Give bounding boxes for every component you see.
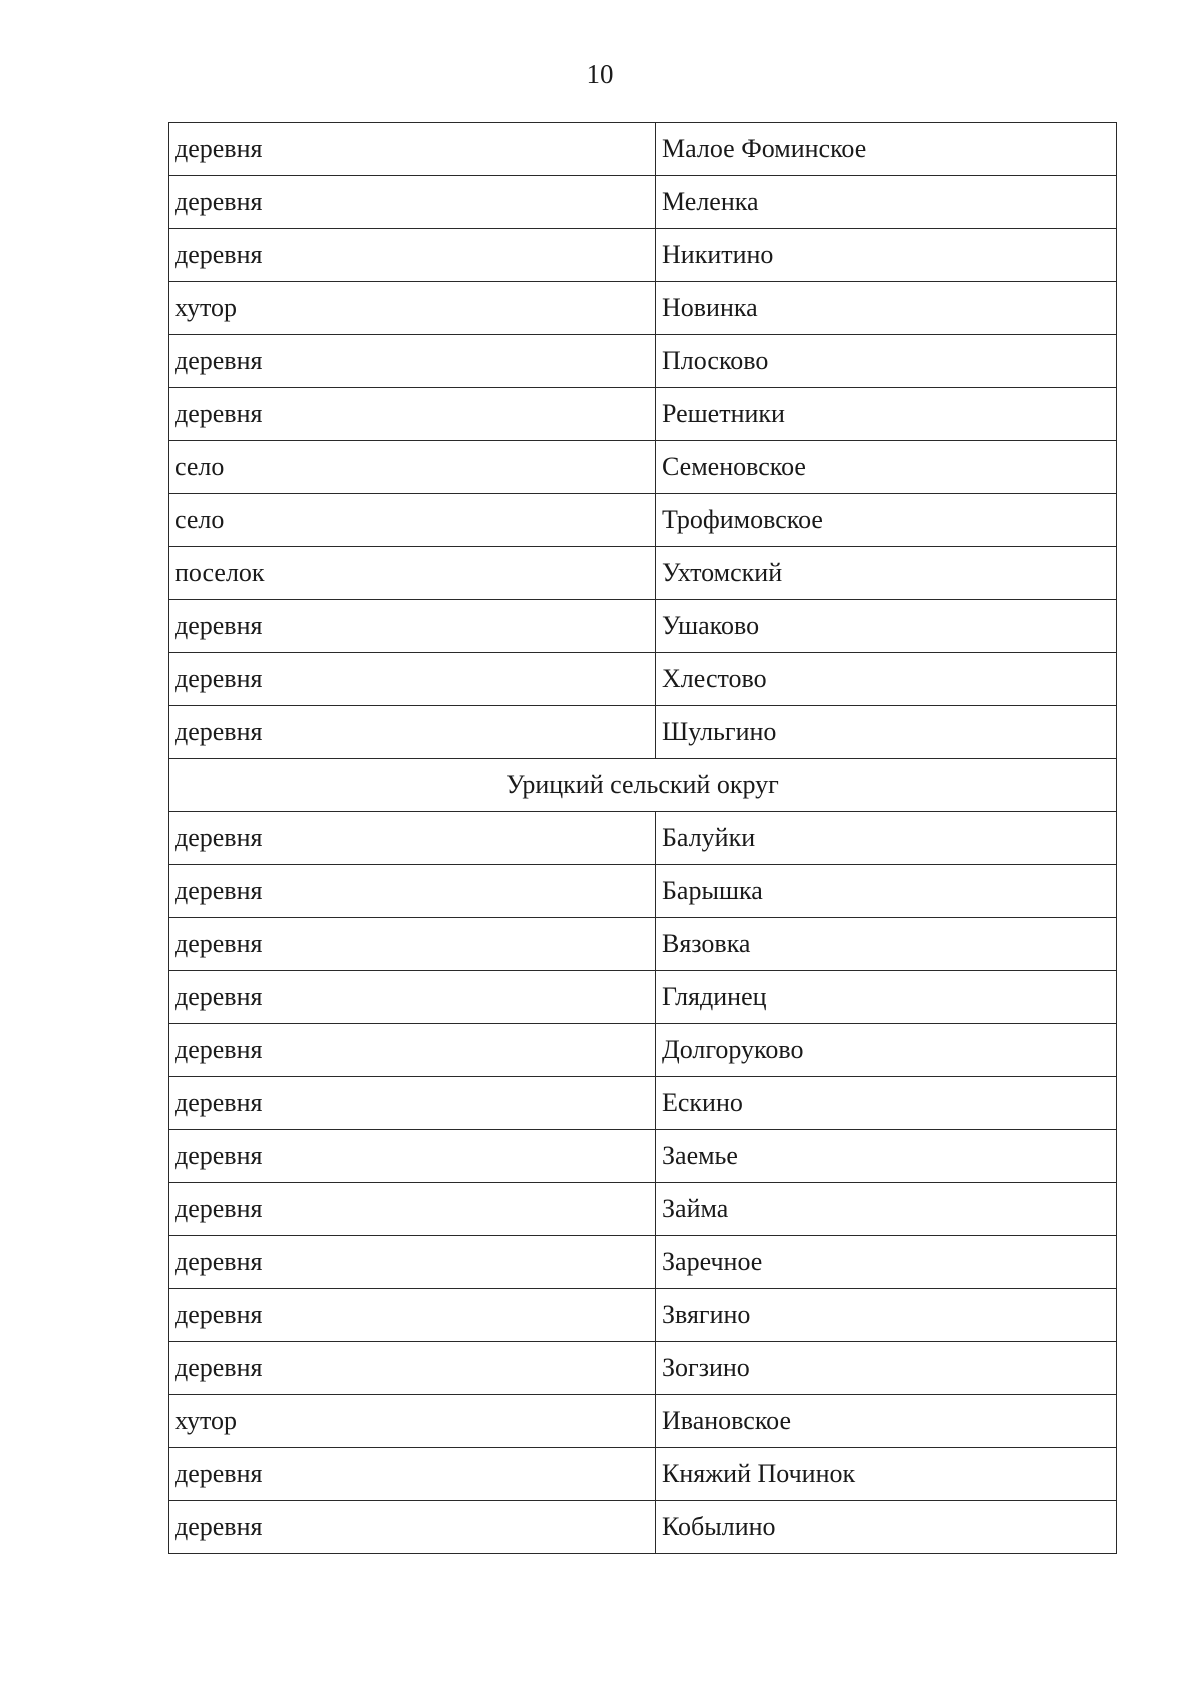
settlement-type-cell: деревня xyxy=(169,918,656,971)
settlement-type-cell: деревня xyxy=(169,1342,656,1395)
settlement-name-cell: Трофимовское xyxy=(656,494,1117,547)
settlement-name-cell: Барышка xyxy=(656,865,1117,918)
settlement-type-cell: деревня xyxy=(169,123,656,176)
settlement-name-cell: Ушаково xyxy=(656,600,1117,653)
table-row xyxy=(169,1289,1117,1342)
table-row xyxy=(169,971,1117,1024)
settlement-type-cell: хутор xyxy=(169,1395,656,1448)
table-row xyxy=(169,123,1117,176)
section-header-row xyxy=(169,759,1117,812)
settlement-name-cell: Малое Фоминское xyxy=(656,123,1117,176)
settlement-type-cell: деревня xyxy=(169,335,656,388)
settlements-table xyxy=(168,122,1117,1554)
settlement-type-cell: деревня xyxy=(169,865,656,918)
table-row xyxy=(169,1501,1117,1554)
table-row xyxy=(169,1448,1117,1501)
table-row xyxy=(169,388,1117,441)
table-row xyxy=(169,812,1117,865)
table-row xyxy=(169,865,1117,918)
table-row xyxy=(169,1342,1117,1395)
settlement-type-cell: деревня xyxy=(169,653,656,706)
settlement-name-cell: Заемье xyxy=(656,1130,1117,1183)
table-row xyxy=(169,918,1117,971)
settlement-name-cell: Плосково xyxy=(656,335,1117,388)
settlement-type-cell: деревня xyxy=(169,971,656,1024)
settlement-type-cell: деревня xyxy=(169,1130,656,1183)
settlement-type-cell: деревня xyxy=(169,229,656,282)
settlement-name-cell: Шульгино xyxy=(656,706,1117,759)
table-row xyxy=(169,335,1117,388)
settlement-type-cell: хутор xyxy=(169,282,656,335)
settlement-type-cell: деревня xyxy=(169,176,656,229)
table-row xyxy=(169,229,1117,282)
table-row xyxy=(169,1077,1117,1130)
settlement-name-cell: Зогзино xyxy=(656,1342,1117,1395)
table-row xyxy=(169,282,1117,335)
settlement-name-cell: Займа xyxy=(656,1183,1117,1236)
section-title: Урицкий сельский округ xyxy=(169,759,1117,812)
settlement-name-cell: Ивановское xyxy=(656,1395,1117,1448)
table-row xyxy=(169,653,1117,706)
settlement-type-cell: деревня xyxy=(169,600,656,653)
settlement-type-cell: деревня xyxy=(169,706,656,759)
settlement-name-cell: Решетники xyxy=(656,388,1117,441)
settlement-type-cell: деревня xyxy=(169,388,656,441)
settlement-name-cell: Кобылино xyxy=(656,1501,1117,1554)
table-row xyxy=(169,494,1117,547)
settlement-type-cell: деревня xyxy=(169,1024,656,1077)
table-row xyxy=(169,176,1117,229)
page-number: 10 xyxy=(586,59,614,89)
table-row xyxy=(169,600,1117,653)
settlement-type-cell: деревня xyxy=(169,1077,656,1130)
table-row xyxy=(169,1395,1117,1448)
settlement-type-cell: деревня xyxy=(169,1501,656,1554)
settlement-type-cell: деревня xyxy=(169,1289,656,1342)
settlement-name-cell: Никитино xyxy=(656,229,1117,282)
settlement-name-cell: Звягино xyxy=(656,1289,1117,1342)
settlement-name-cell: Долгоруково xyxy=(656,1024,1117,1077)
table-row xyxy=(169,441,1117,494)
settlement-name-cell: Семеновское xyxy=(656,441,1117,494)
settlement-name-cell: Меленка xyxy=(656,176,1117,229)
table-row xyxy=(169,1183,1117,1236)
settlement-type-cell: деревня xyxy=(169,1448,656,1501)
table-row xyxy=(169,706,1117,759)
settlement-name-cell: Новинка xyxy=(656,282,1117,335)
settlement-name-cell: Хлестово xyxy=(656,653,1117,706)
table-body xyxy=(169,123,1117,1554)
settlement-type-cell: поселок xyxy=(169,547,656,600)
table-row xyxy=(169,547,1117,600)
settlement-name-cell: Глядинец xyxy=(656,971,1117,1024)
settlement-type-cell: деревня xyxy=(169,812,656,865)
settlement-name-cell: Княжий Починок xyxy=(656,1448,1117,1501)
settlement-name-cell: Вязовка xyxy=(656,918,1117,971)
settlement-type-cell: деревня xyxy=(169,1236,656,1289)
settlement-name-cell: Балуйки xyxy=(656,812,1117,865)
settlement-type-cell: село xyxy=(169,494,656,547)
table-row xyxy=(169,1236,1117,1289)
settlement-type-cell: село xyxy=(169,441,656,494)
table-row xyxy=(169,1024,1117,1077)
settlement-name-cell: Ухтомский xyxy=(656,547,1117,600)
settlement-type-cell: деревня xyxy=(169,1183,656,1236)
settlement-name-cell: Ескино xyxy=(656,1077,1117,1130)
settlement-name-cell: Заречное xyxy=(656,1236,1117,1289)
table-row xyxy=(169,1130,1117,1183)
